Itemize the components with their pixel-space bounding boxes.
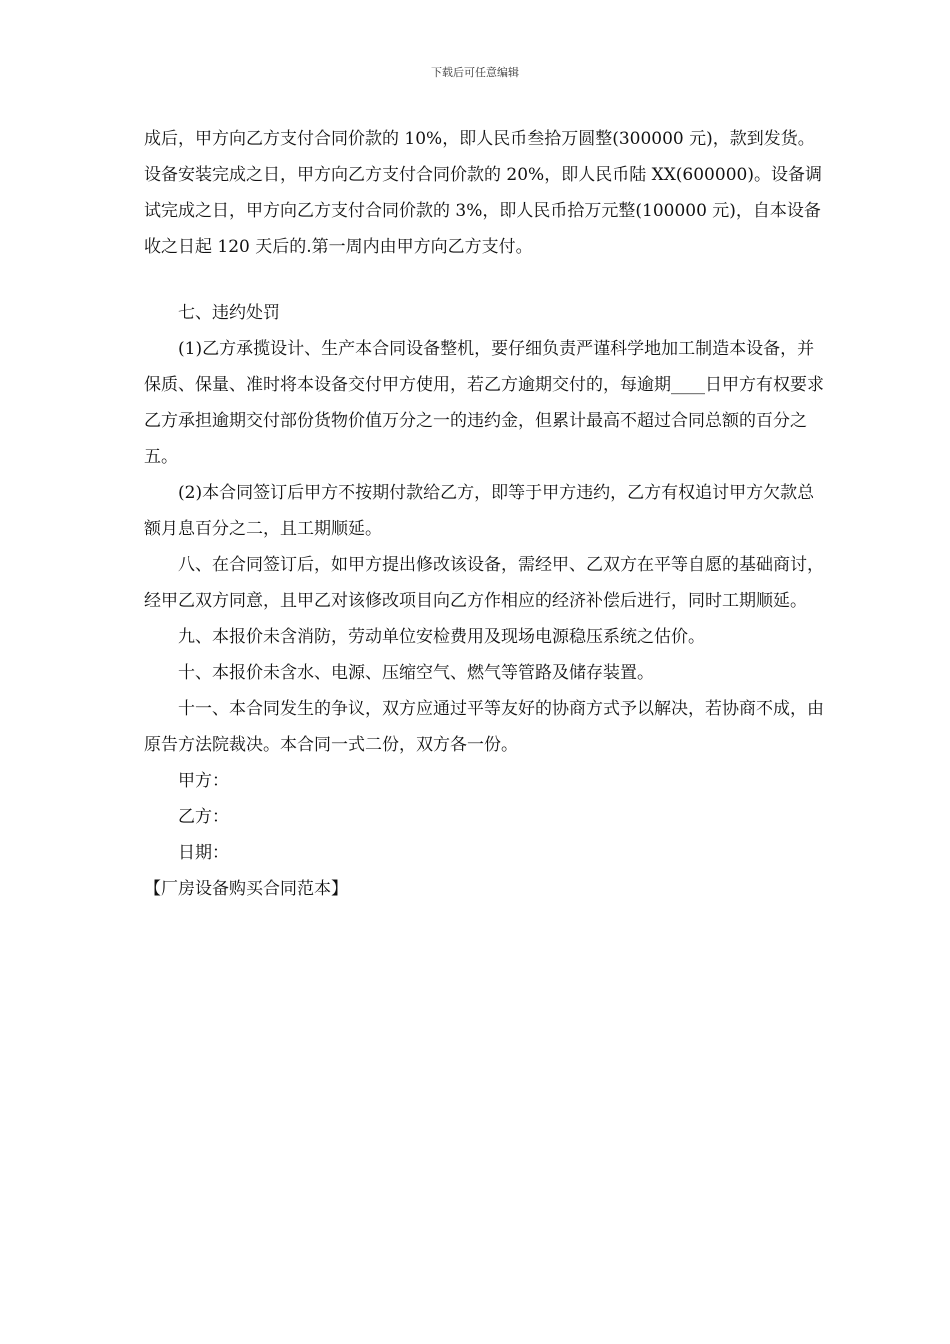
- section-7-title: 七、违约处罚: [178, 303, 280, 323]
- section-9-paragraph: 九、本报价未含消防，劳动单位安检费用及现场电源稳压系统之估价。: [178, 627, 705, 647]
- section-8-paragraph: 八、在合同签订后，如甲方提出修改该设备，需经甲、乙双方在平等自愿的基础商讨，经甲乙双方同意，且甲乙对该修改项目向乙方作相应的经济补偿后进行，同时工期顺延。: [144, 555, 824, 611]
- document-body: [144, 121, 824, 907]
- section-7-clause-2: (2)本合同签订后甲方不按期付款给乙方，即等于甲方违约，乙方有权追讨甲方欠款总额月息百分之二，且工期顺延。: [144, 483, 815, 539]
- party-b-signature-line: 乙方：: [178, 807, 229, 827]
- date-line: 日期：: [178, 843, 229, 863]
- payment-terms-paragraph: 成后，甲方向乙方支付合同价款的 10%，即人民币叁拾万圆整(300000 元)，款到发货。设备安装完成之日，甲方向乙方支付合同价款的 20%，即人民币陆 XX(600000)。设备调试完成之日，甲方向乙方支付合同价款的 3%，即人民币拾万元整(100000 元)，自本设备收之日起 120 天后的.第一周内由甲方向乙方支付。: [144, 129, 822, 257]
- paragraph-gap: [144, 265, 824, 295]
- section-7-clause-1: (1)乙方承揽设计、生产本合同设备整机，要仔细负责严谨科学地加工制造本设备，并保质、保量、准时将本设备交付甲方使用，若乙方逾期交付的，每逾期____日甲方有权要求乙方承担逾期交付部份货物价值万分之一的违约金，但累计最高不超过合同总额的百分之五。: [144, 339, 824, 467]
- section-11-paragraph: 十一、本合同发生的争议，双方应通过平等友好的协商方式予以解决，若协商不成，由原告方法院裁决。本合同一式二份，双方各一份。: [144, 699, 824, 755]
- party-a-signature-line: 甲方：: [178, 771, 229, 791]
- section-10-paragraph: 十、本报价未含水、电源、压缩空气、燃气等管路及储存装置。: [178, 663, 654, 683]
- page-header: 下载后可任意编辑: [431, 66, 519, 79]
- document-title-tag: 【厂房设备购买合同范本】: [144, 879, 348, 899]
